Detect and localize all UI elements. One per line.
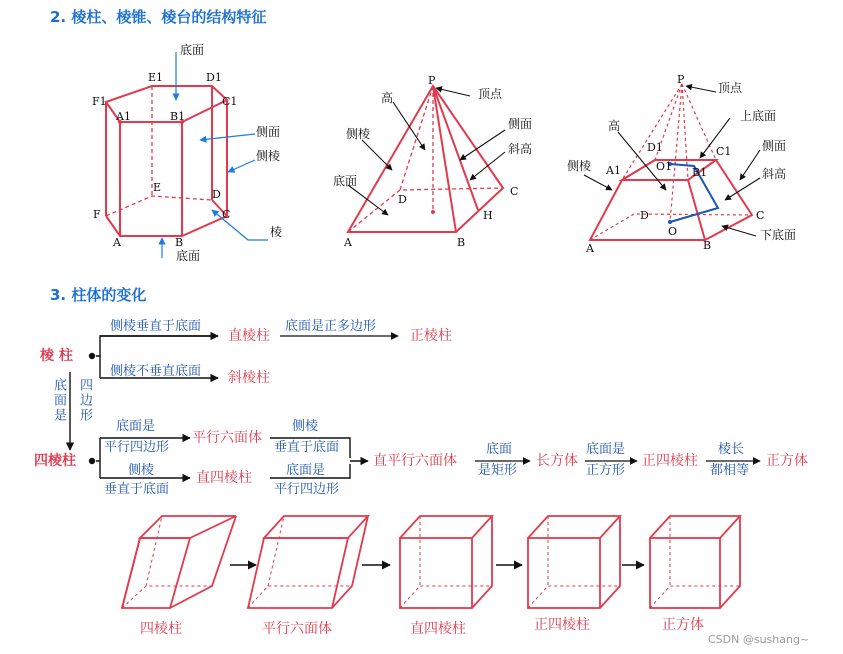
- frustum-callout-slant-height: 斜高: [762, 167, 787, 181]
- flow-cond-edge-perp-1: 侧棱: [292, 419, 319, 434]
- flow-regular-prism: 正棱柱: [410, 328, 452, 344]
- flow-cond-quad-0: 底: [51, 378, 66, 393]
- frustum-callout-height: 高: [608, 119, 621, 133]
- flow-cube: 正方体: [766, 453, 808, 469]
- seq-parallelepiped: [248, 516, 368, 608]
- flow-cond-quad-right: [78, 378, 91, 423]
- prism-vertex-d1: D1: [206, 71, 222, 84]
- frustum-vertex-d: D: [640, 209, 649, 222]
- flow-right-quad-prism: 直四棱柱: [196, 470, 252, 486]
- pyramid-callout-lateral-edge: 侧棱: [346, 127, 371, 141]
- bottom-label-quad-prism: 四棱柱: [140, 621, 182, 637]
- prism-callout-lateral-edge: 侧棱: [256, 149, 281, 163]
- pyramid-vertex-h: H: [483, 209, 493, 222]
- frustum-vertex-b1: B1: [692, 166, 708, 179]
- flow-oblique-prism: 斜棱柱: [228, 370, 270, 386]
- seq-quad-prism: [122, 516, 236, 608]
- flow-cond-quad-2: 是: [51, 408, 66, 423]
- flow-cond-parallelogram-2: 平行四边形: [104, 440, 170, 455]
- flow-cond-regular-polygon: 底面是正多边形: [285, 319, 377, 334]
- frustum-vertex-o1: O1: [656, 160, 673, 173]
- bottom-label-cube: 正方体: [662, 617, 704, 633]
- seq-right-quad-prism: [400, 516, 492, 608]
- prism-vertex-a1: A1: [116, 110, 131, 123]
- frustum-callout-upper-base: 上底面: [740, 109, 777, 123]
- section-3-title: 3. 柱体的变化: [50, 286, 147, 304]
- flow-cond-quad-3: 四: [77, 378, 92, 393]
- frustum-callout-apex: 顶点: [718, 81, 743, 95]
- prism-vertex-e: E: [153, 181, 162, 194]
- frustum-callout-lower-base: 下底面: [760, 228, 797, 242]
- pyramid-callout-height: 高: [381, 91, 394, 105]
- seq-cube: [650, 516, 740, 608]
- frustum-vertex-o: O: [668, 225, 678, 238]
- frustum-vertex-d1: D1: [647, 141, 663, 154]
- pyramid-vertex-a: A: [344, 236, 352, 249]
- flow-right-prism: 直棱柱: [228, 328, 270, 344]
- flow-prism: 棱 柱: [40, 348, 73, 364]
- flow-cond-square-1: 底面是: [586, 442, 626, 457]
- pyramid-vertex-c: C: [510, 185, 519, 198]
- section-2-title: 2. 棱柱、棱锥、棱台的结构特征: [50, 8, 267, 26]
- flow-cond-edge-perp-b2: 垂直于底面: [104, 482, 170, 497]
- flow-quad-prism: 四棱柱: [34, 453, 76, 469]
- prism-callout-bottom-base: 底面: [176, 249, 201, 263]
- pyramid-vertex-b: B: [457, 236, 466, 249]
- prism-vertex-c1: C1: [222, 95, 238, 108]
- frustum-callout-lateral-edge: 侧棱: [567, 159, 592, 173]
- flow-cond-rect-1: 底面: [486, 442, 513, 457]
- prism-vertex-a: A: [113, 236, 121, 249]
- pyramid-callout-slant-height: 斜高: [508, 142, 533, 156]
- prism-vertex-e1: E1: [148, 71, 164, 84]
- bottom-label-right-quad-prism: 直四棱柱: [410, 621, 466, 637]
- watermark: CSDN @sushang~: [708, 633, 810, 646]
- prism-vertex-f1: F1: [92, 95, 107, 108]
- flow-cond-quad-1: 面: [51, 393, 66, 408]
- flow-cond-parallelogram-1: 底面是: [116, 419, 156, 434]
- flow-regular-quad-prism: 正四棱柱: [642, 453, 698, 469]
- frustum-callout-lateral-face: 侧面: [762, 139, 787, 153]
- frustum-vertex-a1: A1: [606, 164, 621, 177]
- frustum-vertex-b: B: [703, 239, 712, 252]
- flow-parallelepiped: 平行六面体: [192, 430, 262, 446]
- prism-vertex-b1: B1: [170, 110, 186, 123]
- pyramid-vertex-d: D: [398, 193, 407, 206]
- pyramid-callout-apex: 顶点: [478, 87, 503, 101]
- pyramid-vertex-p: P: [428, 74, 436, 87]
- pyramid-callout-lateral-face: 侧面: [508, 117, 533, 131]
- flow-cond-base-is-2: 平行四边形: [274, 482, 340, 497]
- prism-vertex-f: F: [93, 208, 101, 221]
- frustum-vertex-c: C: [756, 209, 765, 222]
- prism-vertex-c: C: [222, 208, 231, 221]
- flow-cond-quad-4: 边: [77, 393, 92, 408]
- flow-chart-lines: [70, 336, 368, 478]
- flow-cond-edge-perp-2: 垂直于底面: [274, 440, 340, 455]
- bottom-label-parallelepiped: 平行六面体: [262, 621, 332, 637]
- prism-vertex-b: B: [175, 236, 184, 249]
- prism-callout-edge: 棱: [270, 225, 283, 239]
- flow-cond-rect-2: 是矩形: [478, 463, 518, 478]
- frustum-vertex-p: P: [677, 73, 685, 86]
- frustum-vertex-a: A: [586, 242, 594, 255]
- hexagonal-prism: [106, 86, 227, 236]
- flow-cond-edge-perp-b1: 侧棱: [128, 463, 155, 478]
- flow-right-parallelepiped: 直平行六面体: [373, 453, 457, 469]
- prism-callout-top-base: 底面: [180, 43, 205, 57]
- frustum-vertex-c1: C1: [716, 145, 732, 158]
- flow-cond-equal-1: 棱长: [718, 442, 745, 457]
- prism-callout-lateral-face: 侧面: [256, 125, 281, 139]
- flow-cuboid: 长方体: [536, 453, 578, 469]
- flow-cond-square-2: 正方形: [586, 463, 626, 478]
- prism-vertex-d: D: [212, 188, 221, 201]
- flow-cond-quad-5: 形: [77, 408, 92, 423]
- flow-cond-base-is-1: 底面是: [286, 463, 326, 478]
- pyramid-callout-base: 底面: [333, 174, 358, 188]
- flow-cond-equal-2: 都相等: [710, 463, 750, 478]
- seq-regular-quad-prism: [528, 516, 620, 608]
- flow-cond-not-perp: 侧棱不垂直底面: [110, 364, 202, 379]
- bottom-label-regular-quad-prism: 正四棱柱: [534, 617, 590, 633]
- flow-cond-perp: 侧棱垂直于底面: [110, 319, 202, 334]
- flow-cond-quad-left: [52, 378, 65, 423]
